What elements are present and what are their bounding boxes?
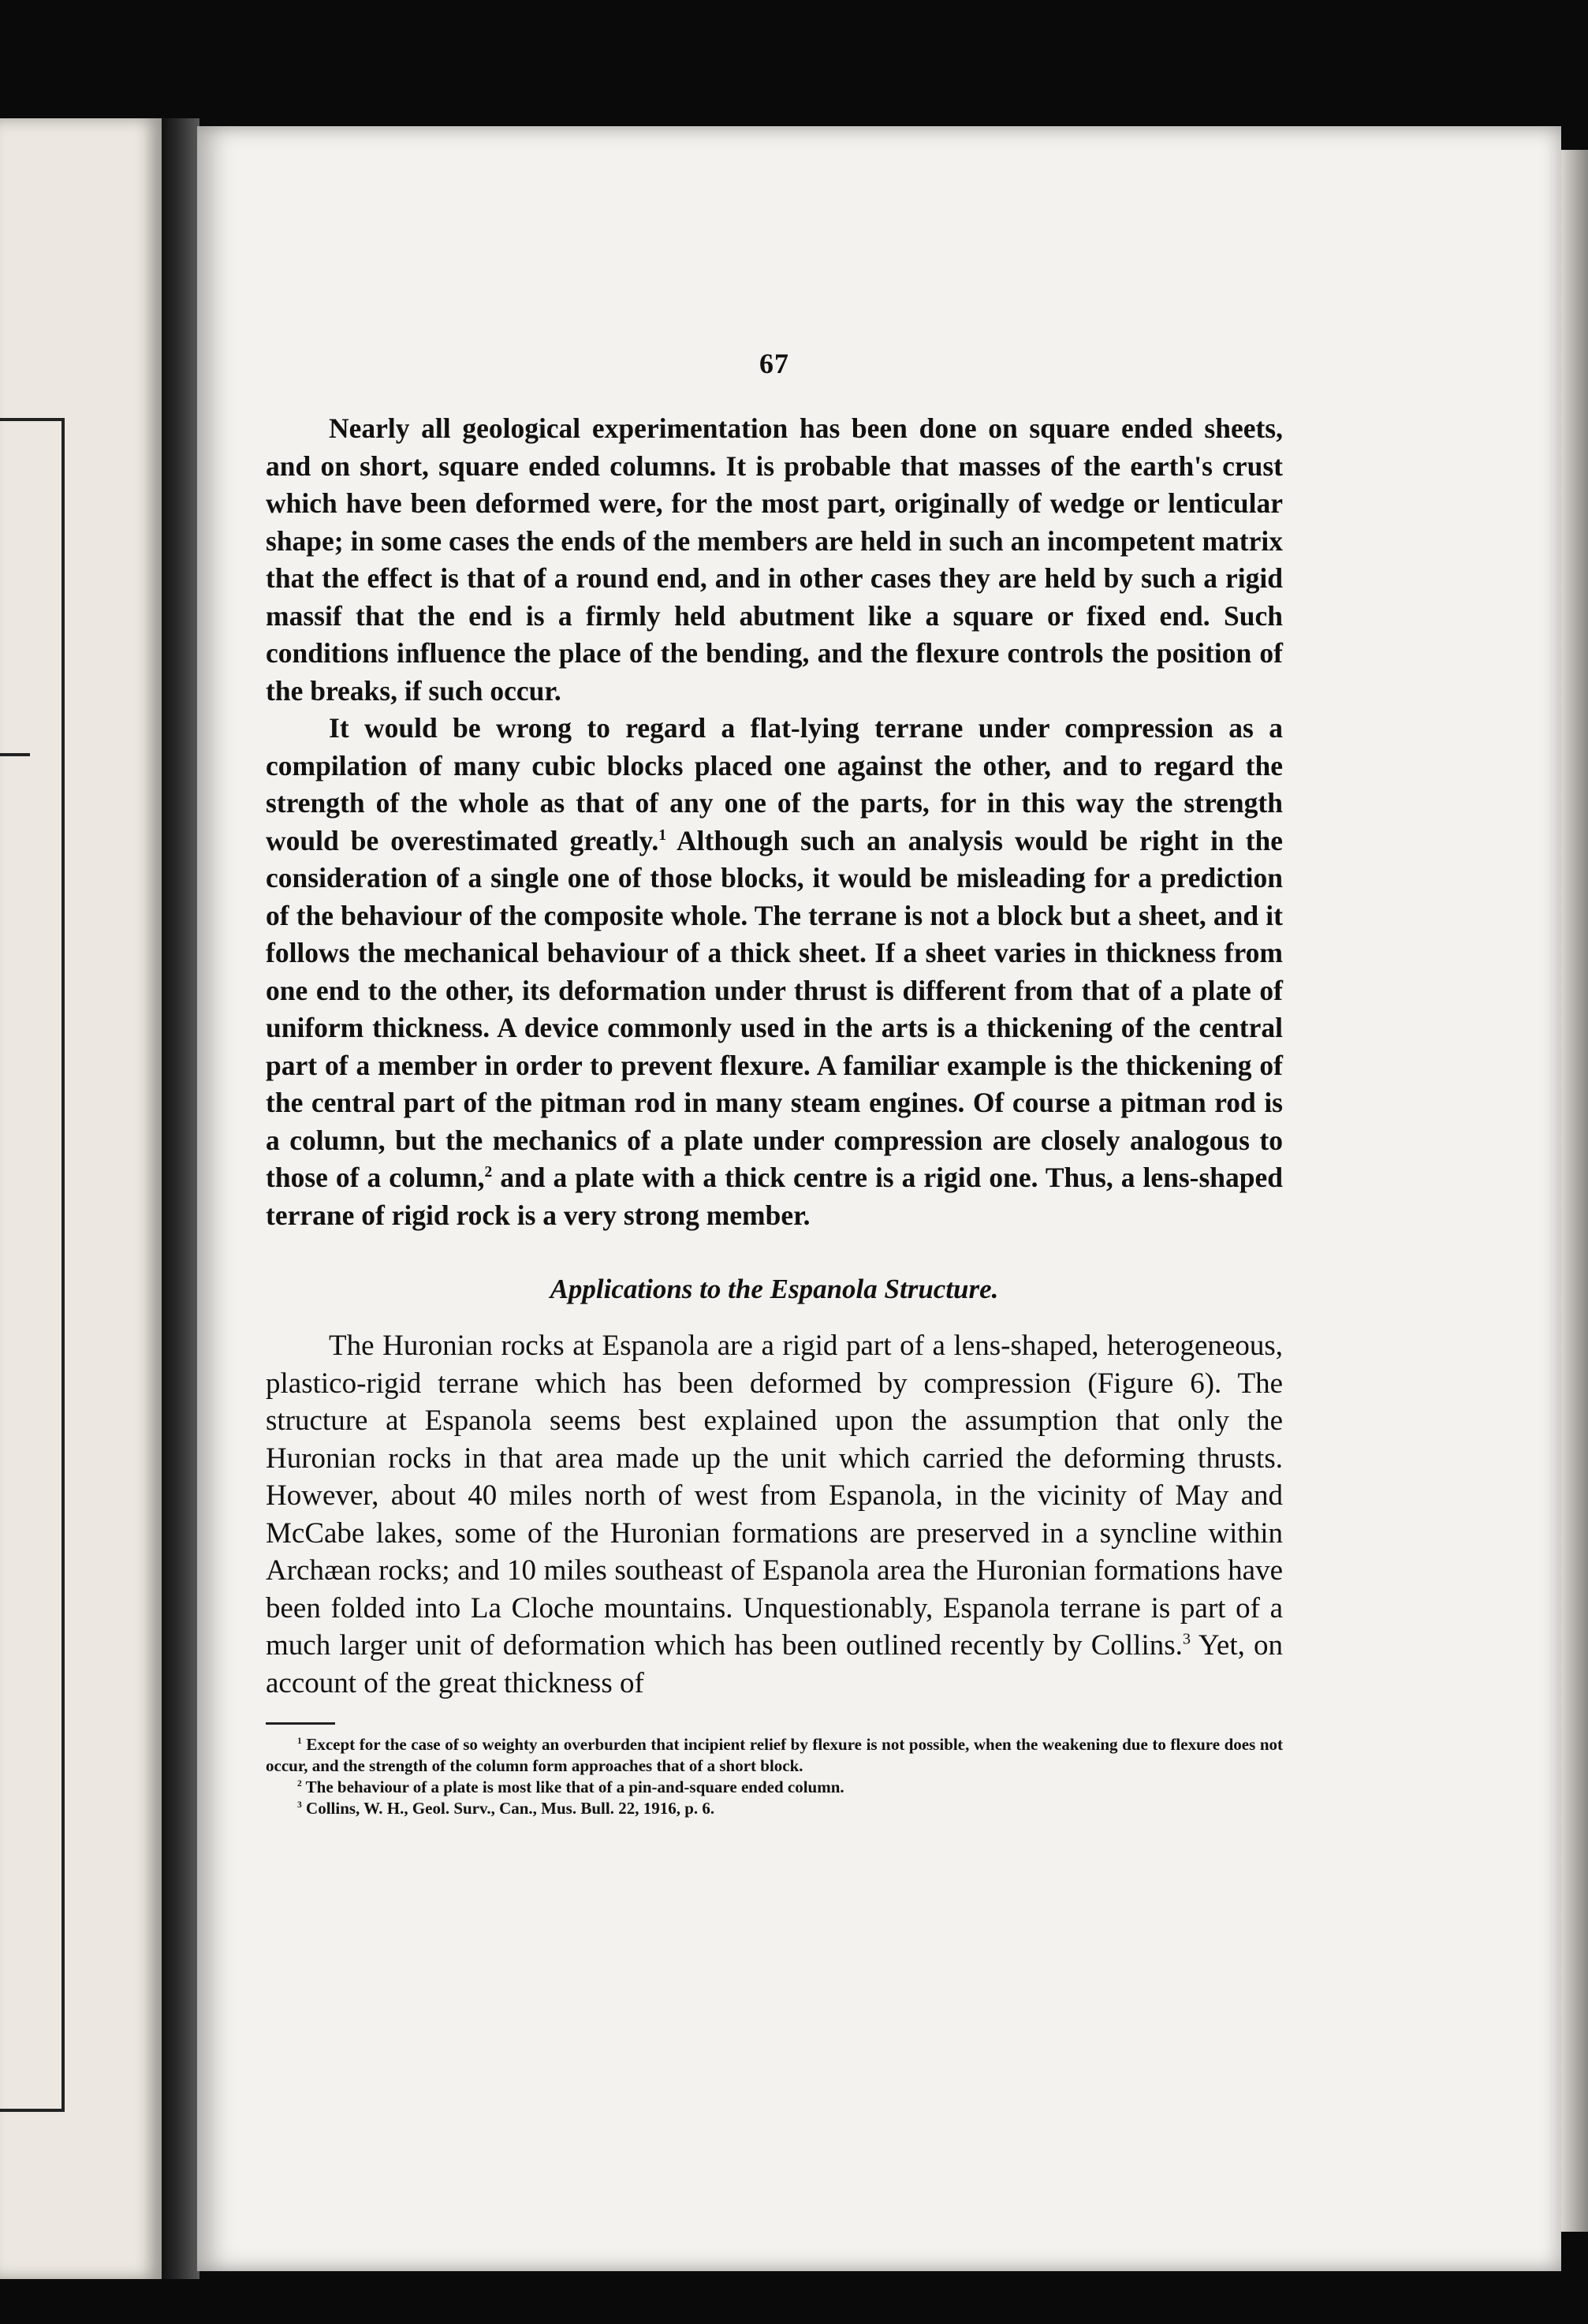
footnote-mark-3: 3: [297, 1800, 302, 1810]
footnote-ref-3: 3: [1182, 1630, 1191, 1648]
footnote-ref-2: 2: [484, 1164, 493, 1181]
footnote-2-text: The behaviour of a plate is most like that of a pin-and-square ended column.: [305, 1778, 844, 1796]
paragraph-2: [266, 710, 1283, 1234]
book-gutter: [162, 118, 199, 2279]
footnote-1-text: Except for the case of so weighty an overburden that incipient relief by flexure is not possible, when the weakening due to flexure does not occur, and the strength of the column form approaches that of a short block.: [266, 1735, 1283, 1775]
left-page-edge: [0, 118, 162, 2279]
section-paragraph: [266, 1327, 1283, 1702]
footnote-3: [266, 1798, 1283, 1819]
left-page-rule: [0, 753, 30, 756]
footnote-1: [266, 1734, 1283, 1777]
paragraph-1-text: Nearly all geological experimentation has been done on square ended sheets, and on short, square ended columns. It is probable that masses of the earth's crust which have been deformed were, for the most part, originally of wedge or lenticular shape; in some cases the ends of the members are held in such an incompetent matrix that the effect is that of a round end, and in other cases they are held by such a rigid massif that the end is a firmly held abutment like a square or fixed end. Such conditions influence the place of the bending, and the flexure controls the position of the breaks, if such occur.: [266, 412, 1283, 707]
paragraph-2-text-a: It would be wrong to regard a flat-lying terrane under compression as a compilation of many cubic blocks placed one against the other, and to regard the strength of the whole as that of any one of the parts, for in this way the strength would be overestimated greatly.: [266, 712, 1283, 856]
section-paragraph-text-a: The Huronian rocks at Espanola are a rigid part of a lens-shaped, heterogeneous, plastico-rigid terrane which has been deformed by compression (Figure 6). The structure at Espanola seems best explained upon the assumption that only the Huronian rocks in that area made up the unit which carried the deforming thrusts. However, about 40 miles north of west from Espanola, in the vicinity of May and McCabe lakes, some of the Huronian formations are preserved in a syncline within Archæan rocks; and 10 miles southeast of Espanola area the Huronian formations have been folded into La Cloche mountains. Unquestionably, Espanola terrane is part of a much larger unit of deformation which has been outlined recently by Collins.: [266, 1330, 1283, 1662]
footnote-ref-1: 1: [658, 826, 666, 844]
footnote-mark-1: 1: [297, 1736, 302, 1746]
paragraph-2-text-b: Although such an analysis would be right in the consideration of a single one of those blocks, it would be misleading for a prediction of the behaviour of the composite whole. The terrane is not a block but a sheet, and it follows the mechanical behaviour of a thick sheet. If a sheet varies in thickness from one end to the other, its deformation under thrust is different from that of a plate of uniform thickness. A device commonly used in the arts is a thickening of the central part of a member in order to prevent flexure. A familiar example is the thickening of the central part of the pitman rod in many steam engines. Of course a pitman rod is a column, but the mechanics of a plate under compression are closely analogous to those of a column,: [266, 824, 1284, 1193]
section-heading: Applications to the Espanola Structure.: [550, 1274, 999, 1304]
left-page-frame: [0, 418, 65, 2112]
footnote-3-text: Collins, W. H., Geol. Surv., Can., Mus. Bull. 22, 1916, p. 6.: [306, 1799, 715, 1818]
right-page-edge: [1561, 150, 1588, 2232]
footnote-mark-2: 2: [297, 1779, 302, 1789]
page-text-column: [266, 347, 1283, 1819]
footnote-separator: [266, 1722, 335, 1725]
page-number: 67: [759, 348, 789, 379]
footnote-2: [266, 1777, 1283, 1798]
paragraph-1: [266, 410, 1283, 710]
section-paragraph-text-b: Yet, on account of the great thickness of: [266, 1629, 1283, 1699]
paragraph-2-text-c: and a plate with a thick centre is a rigid one. Thus, a lens-shaped terrane of rigid rock is a very strong member.: [266, 1162, 1284, 1231]
